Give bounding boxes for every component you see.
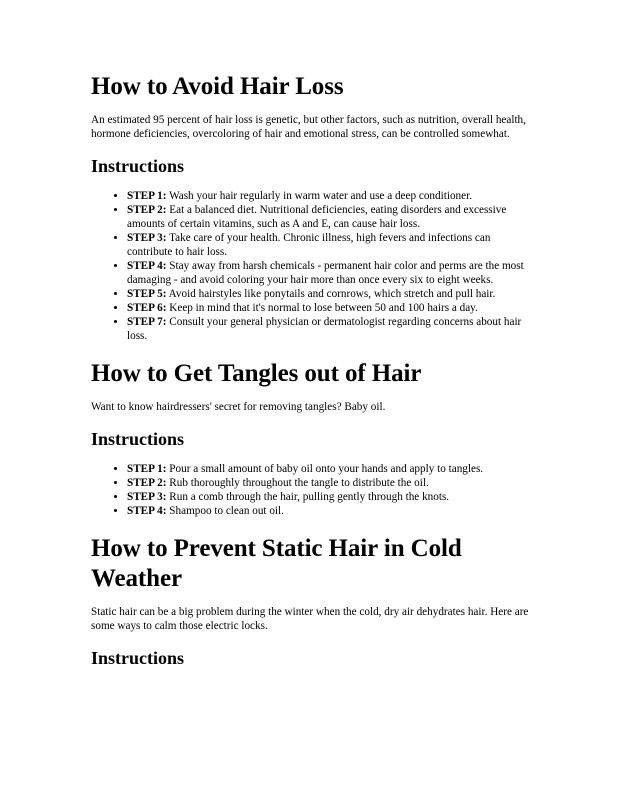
- step-text: Rub thoroughly throughout the tangle to distribute the oil.: [166, 477, 429, 489]
- list-item: [127, 504, 531, 518]
- list-item: [127, 476, 531, 490]
- step-label: STEP 5:: [127, 288, 167, 300]
- step-text: Stay away from harsh chemicals - permanent hair color and perms are the most damaging - and avoid coloring your hair more than once every six to eight weeks.: [127, 260, 524, 286]
- step-label: STEP 4:: [127, 260, 167, 272]
- document: [91, 72, 531, 681]
- list-item: [127, 203, 531, 231]
- steps-list: [91, 189, 531, 343]
- instructions-heading: Instructions: [91, 648, 185, 668]
- section-intro: An estimated 95 percent of hair loss is genetic, but other factors, such as nutrition, overall health, hormone deficiencies, overcoloring of hair and emotional stress, can be controlled somewhat.: [91, 114, 526, 140]
- list-item: [127, 189, 531, 203]
- list-item: [127, 462, 531, 476]
- list-item: [127, 315, 531, 343]
- section-title: How to Avoid Hair Loss: [91, 73, 344, 100]
- step-label: STEP 4:: [127, 505, 167, 517]
- section-avoid-hair-loss: [91, 72, 531, 343]
- step-text: Shampoo to clean out oil.: [166, 505, 284, 517]
- step-text: Wash your hair regularly in warm water and use a deep conditioner.: [166, 190, 472, 202]
- section-title: How to Get Tangles out of Hair: [91, 360, 422, 387]
- steps-list: [91, 462, 531, 518]
- instructions-heading: Instructions: [91, 156, 185, 176]
- step-text: Pour a small amount of baby oil onto your hands and apply to tangles.: [166, 463, 484, 475]
- step-label: STEP 2:: [127, 477, 167, 489]
- section-static-hair: [91, 534, 531, 669]
- step-text: Consult your general physician or dermatologist regarding concerns about hair loss.: [127, 316, 522, 342]
- step-label: STEP 3:: [127, 491, 167, 503]
- list-item: [127, 301, 531, 315]
- step-text: Avoid hairstyles like ponytails and cornrows, which stretch and pull hair.: [166, 288, 496, 300]
- step-label: STEP 6:: [127, 302, 167, 314]
- list-item: [127, 259, 531, 287]
- step-text: Run a comb through the hair, pulling gently through the knots.: [166, 491, 450, 503]
- instructions-heading: Instructions: [91, 429, 185, 449]
- step-label: STEP 2:: [127, 204, 167, 216]
- section-title: How to Prevent Static Hair in Cold Weather: [91, 535, 462, 592]
- list-item: [127, 287, 531, 301]
- section-intro: Want to know hairdressers' secret for removing tangles? Baby oil.: [91, 401, 386, 413]
- step-label: STEP 7:: [127, 316, 167, 328]
- step-label: STEP 1:: [127, 463, 167, 475]
- step-text: Eat a balanced diet. Nutritional deficiencies, eating disorders and excessive amounts of certain vitamins, such as A and E, can cause hair loss.: [127, 204, 507, 230]
- step-text: Take care of your health. Chronic illness, high fevers and infections can contribute to hair loss.: [127, 232, 491, 258]
- section-tangles: [91, 359, 531, 518]
- list-item: [127, 231, 531, 259]
- step-label: STEP 3:: [127, 232, 167, 244]
- section-intro: Static hair can be a big problem during the winter when the cold, dry air dehydrates hair. Here are some ways to calm those electric locks.: [91, 606, 529, 632]
- list-item: [127, 490, 531, 504]
- step-text: Keep in mind that it's normal to lose between 50 and 100 hairs a day.: [166, 302, 478, 314]
- step-label: STEP 1:: [127, 190, 167, 202]
